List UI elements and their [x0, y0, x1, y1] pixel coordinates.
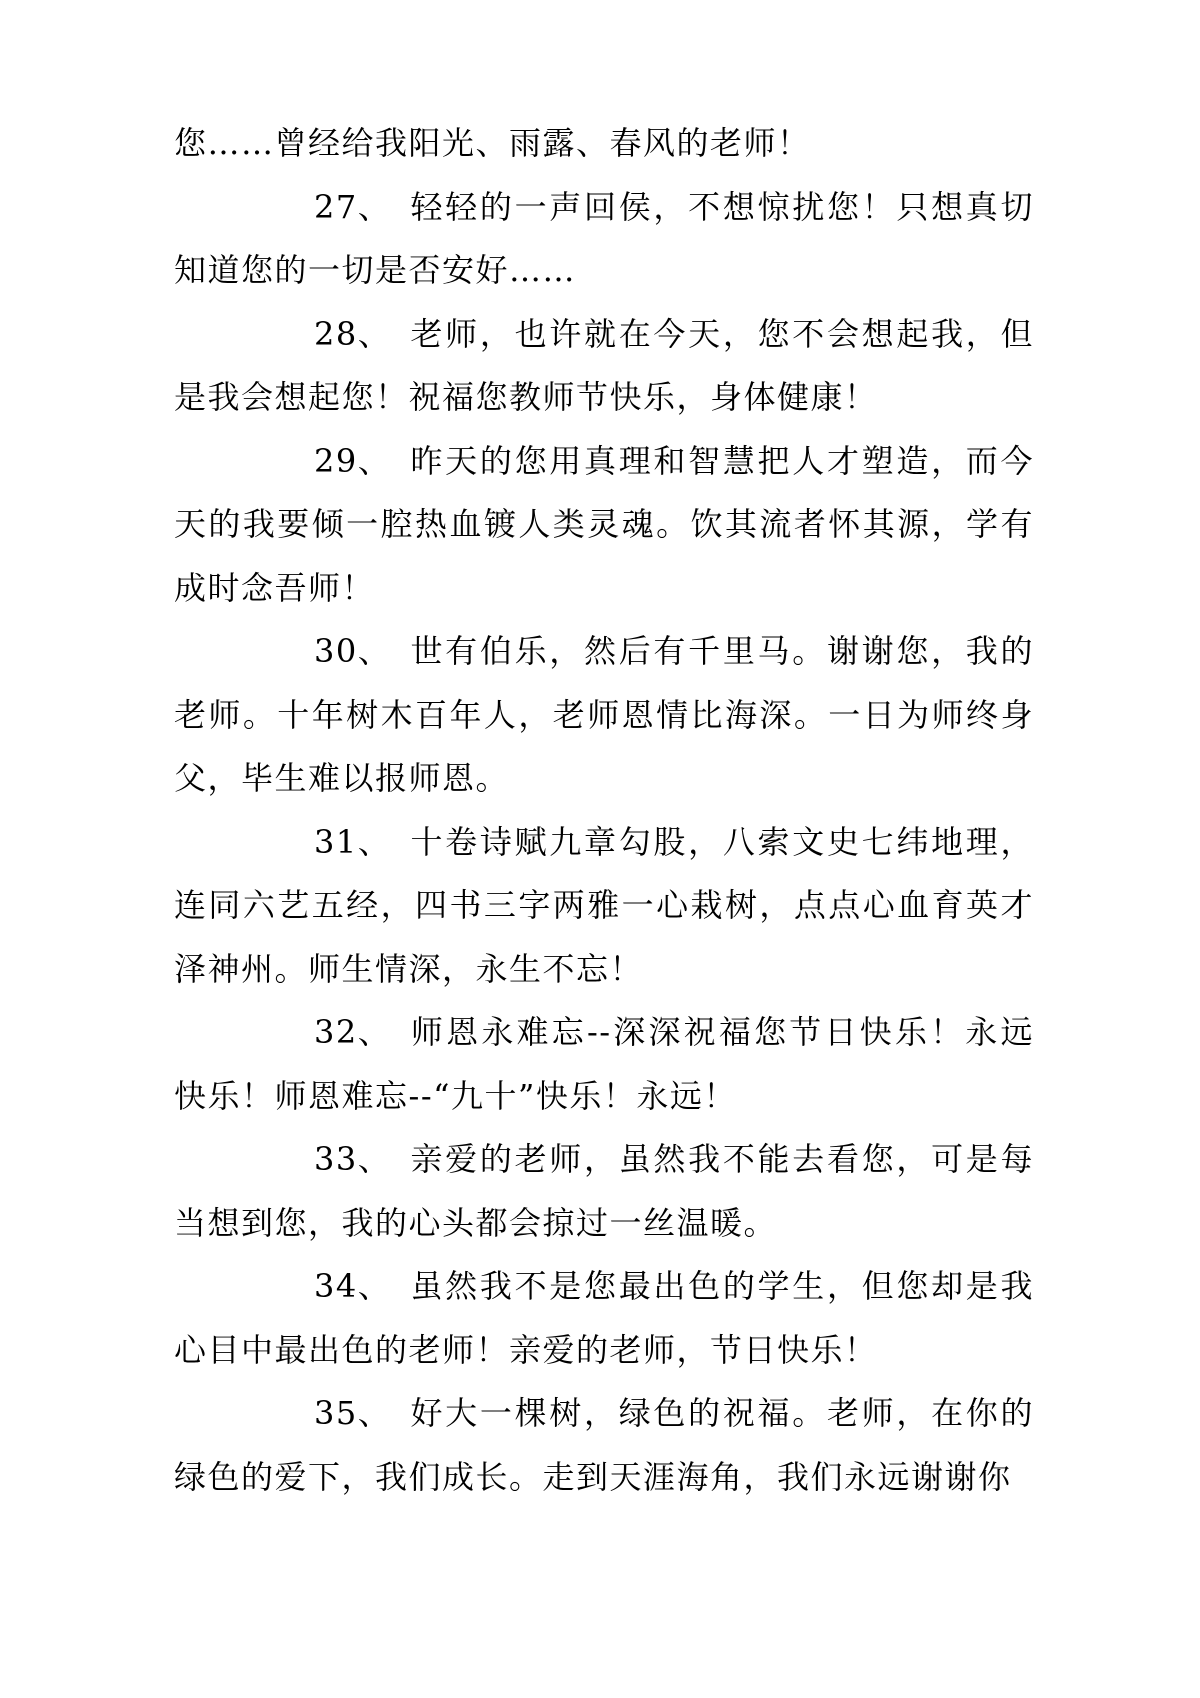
item-number: 28、 — [314, 314, 392, 353]
item-text: 师恩永难忘--深深祝福您节日快乐！永远快乐！师恩难忘--“九十”快乐！永远！ — [174, 1013, 1034, 1115]
item-text: 世有伯乐，然后有千里马。谢谢您，我的老师。十年树木百年人，老师恩情比海深。一日为师终身父，毕生难以报师恩。 — [174, 632, 1034, 797]
item-number: 30、 — [314, 632, 392, 670]
item-number: 34、 — [314, 1267, 392, 1305]
item-text: 老师，也许就在今天，您不会想起我，但是我会想起您！祝福您教师节快乐，身体健康！ — [174, 314, 1034, 416]
list-item — [174, 1128, 1034, 1255]
item-number: 32、 — [314, 1013, 392, 1051]
item-text: 好大一棵树，绿色的祝福。老师，在你的绿色的爱下，我们成长。走到天涯海角，我们永远谢谢你 — [174, 1394, 1034, 1496]
list-item — [174, 176, 1034, 303]
list-item — [174, 811, 1034, 1002]
list-item — [174, 303, 1034, 430]
list-item — [174, 1382, 1034, 1509]
continued-paragraph: 您……曾经给我阳光、雨露、春风的老师！ — [174, 124, 811, 162]
item-text: 轻轻的一声回侯，不想惊扰您！只想真切知道您的一切是否安好…… — [174, 187, 1034, 289]
list-item — [174, 1255, 1034, 1382]
document-body — [174, 112, 1034, 1509]
item-number: 35、 — [314, 1394, 392, 1432]
item-text: 虽然我不是您最出色的学生，但您却是我心目中最出色的老师！亲爱的老师，节日快乐！ — [174, 1267, 1034, 1369]
list-item — [174, 1001, 1034, 1128]
item-text: 亲爱的老师，虽然我不能去看您，可是每当想到您，我的心头都会掠过一丝温暖。 — [174, 1140, 1034, 1242]
item-number: 33、 — [314, 1140, 392, 1178]
item-text: 昨天的您用真理和智慧把人才塑造，而今天的我要倾一腔热血镀人类灵魂。饮其流者怀其源，学有成时念吾师！ — [174, 441, 1034, 607]
item-text: 十卷诗赋九章勾股，八索文史七纬地理，连同六艺五经，四书三字两雅一心栽树，点点心血育英才泽神州。师生情深，永生不忘！ — [174, 822, 1034, 988]
item-number: 29、 — [314, 441, 392, 480]
list-item — [174, 430, 1034, 621]
item-number: 31、 — [314, 822, 392, 861]
item-number: 27、 — [314, 187, 392, 226]
list-item — [174, 620, 1034, 811]
